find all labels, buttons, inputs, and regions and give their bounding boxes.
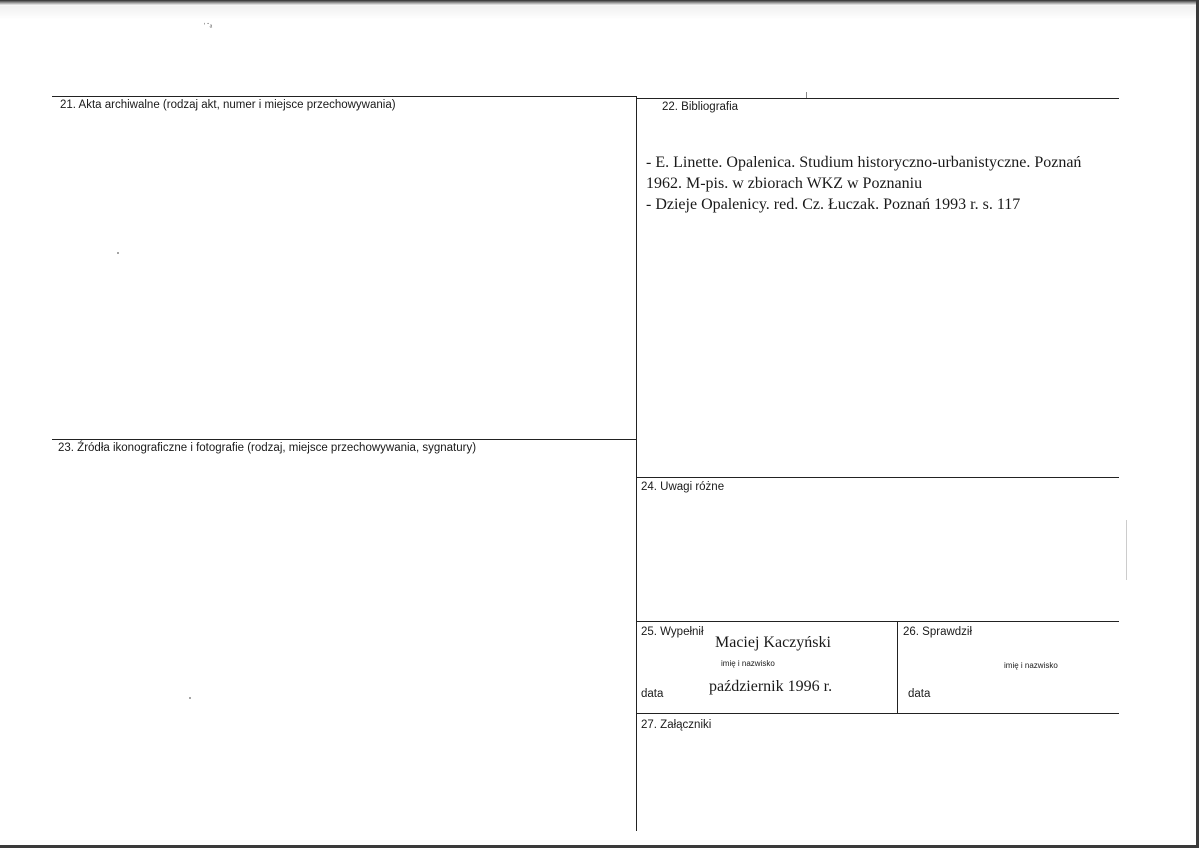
bibliography-entries bbox=[646, 152, 1121, 215]
section-21-top-rule bbox=[52, 96, 637, 97]
section-25-label: 25. Wypełnił bbox=[641, 626, 704, 638]
filled-by-date: październik 1996 r. bbox=[709, 678, 833, 695]
section-25-top-rule bbox=[636, 621, 1119, 622]
section-25-26-divider bbox=[897, 621, 898, 714]
section-23-top-rule bbox=[52, 439, 637, 440]
paper-crease bbox=[1126, 520, 1127, 580]
bibliography-line: - Dzieje Opalenicy. red. Cz. Łuczak. Poznań 1993 r. s. 117 bbox=[646, 196, 1021, 213]
paper-speck bbox=[806, 92, 807, 98]
section-21-label: 21. Akta archiwalne (rodzaj akt, numer i miejsce przechowywania) bbox=[60, 99, 396, 111]
section-26-label: 26. Sprawdził bbox=[903, 626, 973, 638]
ink-speck-mark: ˈ˙ᵃ bbox=[203, 22, 213, 33]
section-24-top-rule bbox=[636, 477, 1119, 478]
section-23-label: 23. Źródła ikonograficzne i fotografie (rodzaj, miejsce przechowywania, sygnatury) bbox=[58, 442, 477, 454]
checked-by-date-label: data bbox=[908, 688, 931, 700]
section-22-top-rule bbox=[636, 98, 1119, 99]
filled-by-date-label: data bbox=[641, 688, 664, 700]
section-22-label: 22. Bibliografia bbox=[662, 101, 739, 113]
filled-by-name: Maciej Kaczyński bbox=[715, 634, 831, 651]
center-divider bbox=[636, 97, 637, 831]
checked-by-name-caption: imię i nazwisko bbox=[1004, 661, 1058, 670]
filled-by-name-caption: imię i nazwisko bbox=[721, 659, 775, 668]
scan-shadow-top bbox=[0, 6, 1199, 20]
section-27-top-rule bbox=[636, 713, 1119, 714]
bibliography-line: 1962. M-pis. w zbiorach WKZ w Poznaniu bbox=[646, 175, 923, 192]
bibliography-line: - E. Linette. Opalenica. Studium historyczno-urbanistyczne. Poznań bbox=[646, 154, 1082, 171]
section-24-label: 24. Uwagi różne bbox=[641, 481, 725, 493]
section-27-label: 27. Załączniki bbox=[641, 719, 712, 731]
paper-speck bbox=[189, 697, 191, 699]
paper-speck bbox=[117, 252, 119, 254]
